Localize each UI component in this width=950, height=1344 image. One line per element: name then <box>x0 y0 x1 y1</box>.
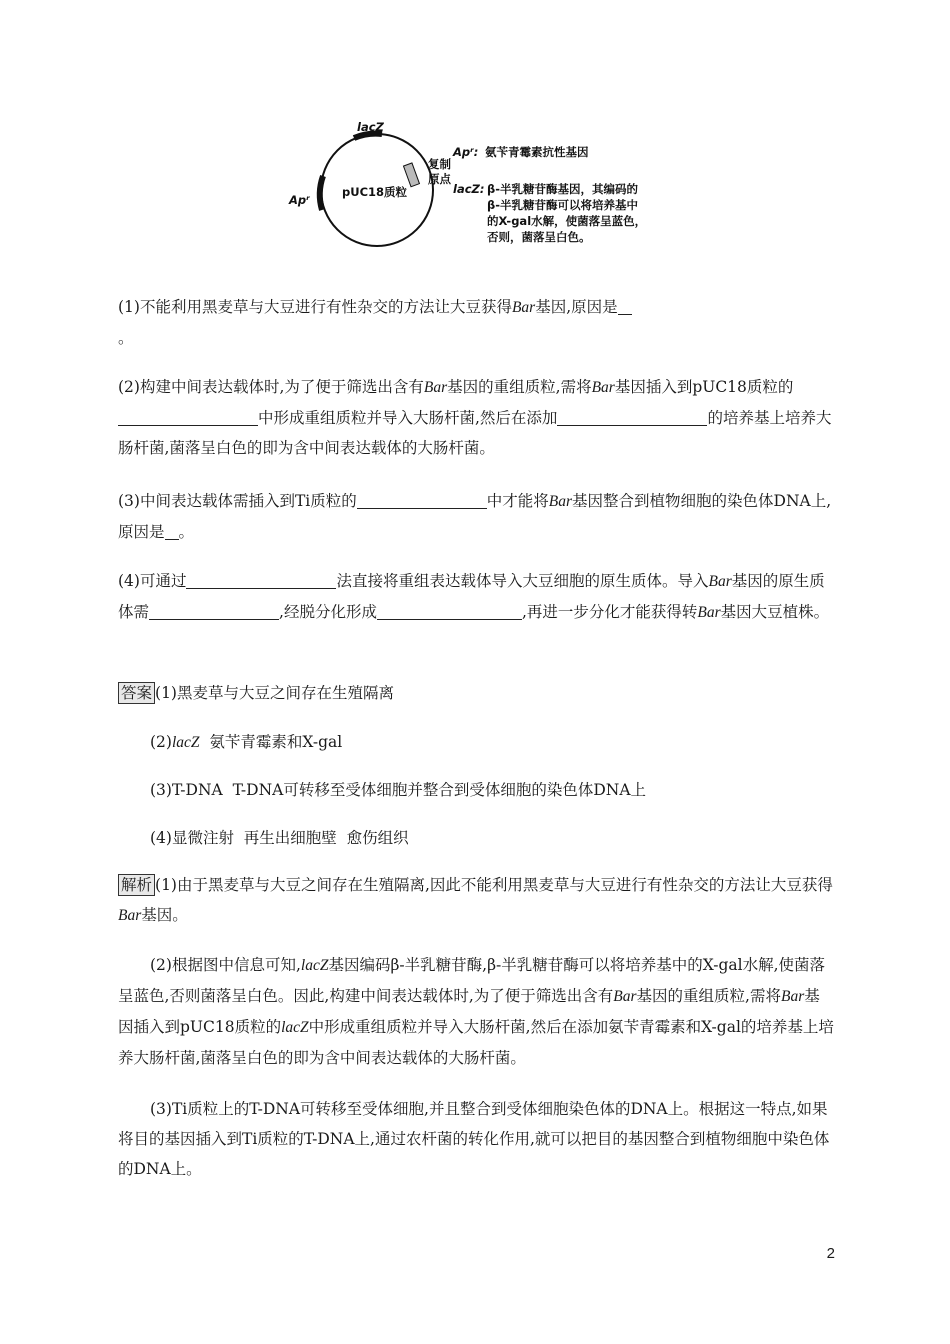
q3-c: 基因整合到植物细胞的染色体DNA上,原因是 <box>118 492 832 541</box>
lacz-label: lacZ <box>357 120 384 134</box>
ori-label-2: 原点 <box>428 172 451 186</box>
q2-gene2: Bar <box>591 379 615 396</box>
q4-blank-1 <box>186 570 336 589</box>
answer-2-gene: lacZ <box>171 734 200 751</box>
lacz-legend-line1: β-半乳糖苷酶基因，其编码的 <box>487 182 639 196</box>
analysis-1-gene: Bar <box>118 907 142 924</box>
question-3 <box>118 486 834 547</box>
analysis-2-gene2: Bar <box>613 988 637 1005</box>
lacz-legend-line2: β-半乳糖苷酶可以将培养基中 <box>487 198 639 212</box>
analysis-2-gene4: lacZ <box>281 1019 309 1036</box>
q2-e: 的培养基上培养大肠杆菌,菌落呈白色的即为含中间表达载体的大肠杆菌。 <box>118 409 832 457</box>
analysis-2b: 基因编码β-半乳糖苷酶,β-半乳糖苷酶可以将培养基中的X-gal水解,使菌落呈蓝色,否则菌落呈白色。因此,构建中间表达载体时,为了便于筛选出含有 <box>118 956 826 1005</box>
q1-end: 。 <box>118 329 134 347</box>
q4-blank-2 <box>149 601 279 620</box>
q4-gene2: Bar <box>697 604 721 621</box>
q1-gene: Bar <box>511 299 536 316</box>
ori-label-1: 复制 <box>428 157 451 171</box>
analysis-2-gene3: Bar <box>780 988 805 1005</box>
lacz-segment <box>354 134 382 138</box>
answer-line-4: (4)显微注射 再生出细胞壁 愈伤组织 <box>150 829 409 847</box>
question-1 <box>118 292 834 353</box>
answer-2-num: (2) <box>150 733 172 751</box>
analysis-para-3: (3)Ti质粒上的T-DNA可转移至受体细胞,并且整合到受体细胞染色体的DNA上。根据这一特点,如果将目的基因插入到Ti质粒的T-DNA上,通过农杆菌的转化作用,就可以把目的基因整合到植物细胞中染色体的DNA上。 <box>118 1100 830 1178</box>
q2-blank-2 <box>557 407 707 426</box>
question-4 <box>118 566 834 628</box>
q2-b: 基因的重组质粒,需将 <box>447 378 592 396</box>
analysis-2c: 基因的重组质粒,需将 <box>636 987 781 1005</box>
q2-c: 基因插入到pUC18质粒的 <box>614 378 794 396</box>
answer-line-2 <box>118 727 834 758</box>
q4-e: ,再进一步分化才能获得转 <box>521 603 698 621</box>
q3-a: (3)中间表达载体需插入到Ti质粒的 <box>118 492 357 510</box>
q4-b: 法直接将重组表达载体导入大豆细胞的原生质体。导入 <box>336 572 709 590</box>
apr-legend-text: 氨苄青霉素抗性基因 <box>485 145 589 159</box>
q4-blank-3 <box>377 601 522 620</box>
question-2 <box>118 372 834 463</box>
analysis-1a: (1)由于黑麦草与大豆之间存在生殖隔离,因此不能利用黑麦草与大豆进行有性杂交的方法让大豆获得 <box>155 876 833 894</box>
lacz-legend-line4: 否则，菌落呈白色。 <box>487 230 591 244</box>
q4-c: 基因的原生质体需 <box>118 572 825 621</box>
analysis-tag: 解析 <box>118 874 155 896</box>
analysis-2e: 中形成重组质粒并导入大肠杆菌,然后在添加氨苄青霉素和X-gal的培养基上培养大肠杆菌,菌落呈白色的即为含中间表达载体的大肠杆菌。 <box>118 1018 834 1067</box>
analysis-para-1 <box>118 870 834 931</box>
q4-gene1: Bar <box>708 573 732 590</box>
q1-blank <box>618 296 632 315</box>
analysis-1b: 基因。 <box>141 906 188 924</box>
analysis-2-gene1: lacZ <box>300 957 329 974</box>
q2-d: 中形成重组质粒并导入大肠杆菌,然后在添加 <box>258 409 558 427</box>
apr-segment <box>320 176 323 210</box>
q2-gene1: Bar <box>423 379 448 396</box>
q1-text: (1)不能利用黑麦草与大豆进行有性杂交的方法让大豆获得 <box>118 298 512 316</box>
lacz-legend-line3: 的X-gal水解，使菌落呈蓝色， <box>487 214 647 228</box>
analysis-para-2 <box>118 950 834 1073</box>
plasmid-diagram <box>280 118 680 258</box>
plasmid-name: pUC18质粒 <box>342 185 408 199</box>
q3-blank-2 <box>165 521 179 540</box>
answer-tag: 答案 <box>118 682 155 704</box>
ori-box <box>403 163 419 187</box>
q4-a: (4)可通过 <box>118 572 187 590</box>
q2-a: (2)构建中间表达载体时,为了便于筛选出含有 <box>118 378 424 396</box>
q4-d: ,经脱分化形成 <box>279 603 377 621</box>
q3-gene: Bar <box>548 493 573 510</box>
q4-f: 基因大豆植株。 <box>720 603 830 621</box>
apr-legend-key: Apʳ: <box>453 145 479 159</box>
q3-b: 中才能将 <box>486 492 549 510</box>
answer-line-3: (3)T-DNA T-DNA可转移至受体细胞并整合到受体细胞的染色体DNA上 <box>150 781 647 799</box>
page-number: 2 <box>826 1245 835 1262</box>
q2-blank-1 <box>118 407 258 426</box>
q1-tail: 基因,原因是 <box>535 298 618 316</box>
q3-blank-1 <box>357 490 487 509</box>
analysis-2a: (2)根据图中信息可知, <box>150 956 301 974</box>
q3-end: 。 <box>178 523 195 541</box>
answer-2-rest: 氨苄青霉素和X-gal <box>199 733 343 751</box>
analysis-2d: 基因插入到pUC18质粒的 <box>118 987 820 1036</box>
apr-left-label: Apʳ <box>289 193 310 207</box>
lacz-legend-key: lacZ: <box>453 182 485 196</box>
answer-1: (1)黑麦草与大豆之间存在生殖隔离 <box>155 684 394 702</box>
answer-line-1 <box>118 678 834 708</box>
